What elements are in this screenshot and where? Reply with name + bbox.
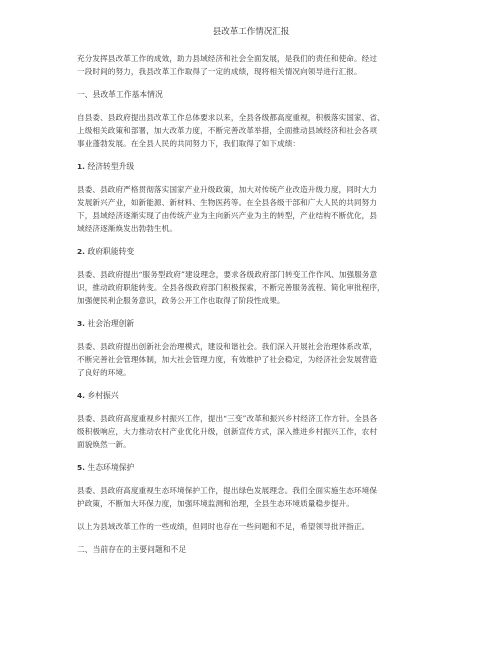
paragraph-line: 下，县域经济逐渐实现了由传统产业为主向新兴产业为主的转型，产业结构不断优化，县 [77, 211, 378, 220]
paragraph-line: 县委、县政府严格贯彻落实国家产业升级政策，加大对传统产业改造升级力度，同时大力 [77, 185, 378, 194]
subheading-economic-transformation [77, 160, 425, 173]
paragraph-line: 以上为县域改革工作的一些成绩，但同时也存在一些问题和不足，希望领导批评指正。 [77, 522, 370, 531]
subheading-number: 3. [77, 319, 85, 328]
paragraph-line: 县委、县政府高度重视生态环境保护工作，提出绿色发展理念。我们全面实施生态环境保 [77, 486, 378, 495]
paragraph-line: 自县委、县政府提出县改革工作总体要求以来，全县各级都高度重视，积极落实国家、省、 [77, 113, 385, 122]
subheading-text: 政府职能转变 [87, 247, 135, 256]
subheading-number: 1. [77, 162, 85, 171]
section-heading-2: 二、当前存在的主要问题和不足 [77, 545, 187, 554]
paragraph-line: 护政策，不断加大环保力度，加强环境监测和治理，全县生态环境质量稳步提升。 [77, 499, 354, 508]
subheading-social-governance [77, 317, 425, 330]
item-3-paragraph [77, 340, 425, 379]
subheading-number: 5. [77, 463, 85, 472]
intro-paragraph [77, 52, 425, 78]
item-4-paragraph [77, 412, 425, 451]
paragraph-line: 了良好的环境。 [77, 368, 131, 377]
section-heading-1: 一、县改革工作基本情况 [77, 90, 163, 99]
page-title: 县改革工作情况汇报 [212, 27, 290, 37]
subheading-number: 2. [77, 247, 85, 256]
paragraph-line: 县委、县政府提出创新社会治理模式，建设和谐社会。我们深入开展社会治理体系改革， [77, 342, 378, 351]
closing-paragraph [77, 520, 425, 533]
intro-line: 一段时间的努力，我县改革工作取得了一定的成绩，现将相关情况向领导进行汇报。 [77, 67, 362, 76]
paragraph-line: 上级相关政策和部署，加大改革力度，不断完善改革举措，全面推动县域经济和社会各项 [77, 126, 378, 135]
paragraph-line: 面貌焕然一新。 [77, 440, 131, 449]
subheading-number: 4. [77, 391, 85, 400]
subheading-text: 经济转型升级 [87, 162, 135, 171]
paragraph-line: 不断完善社会管理体制，加大社会管理力度，有效维护了社会稳定，为经济社会发展营造 [77, 355, 378, 364]
subheading-text: 社会治理创新 [87, 319, 135, 328]
item-2-paragraph [77, 268, 425, 307]
paragraph-line: 级积极响应，大力推动农村产业优化升级，创新宣传方式，深入推进乡村振兴工作，农村 [77, 427, 378, 436]
paragraph-line: 事业蓬勃发展。在全县人民的共同努力下，我们取得了如下成绩： [77, 139, 301, 148]
paragraph-line: 加强便民利企服务意识，政务公开工作也取得了阶段性成果。 [77, 296, 285, 305]
intro-line: 充分发挥县改革工作的成效，助力县域经济和社会全面发展，是我们的责任和使命。经过 [77, 54, 378, 63]
paragraph-line: 县委、县政府提出“服务型政府”建设理念，要求各级政府部门转变工作作风、加强服务意 [77, 270, 378, 279]
paragraph-line: 域经济逐渐焕发出勃勃生机。 [77, 224, 178, 233]
paragraph-line: 发展新兴产业，如新能源、新材料、生物医药等。在全县各级干部和广大人民的共同努力 [77, 198, 378, 207]
subheading-rural-revitalization [77, 389, 425, 402]
subheading-text: 生态环境保护 [87, 463, 135, 472]
section-1-paragraph [77, 111, 425, 150]
paragraph-line: 县委、县政府高度重视乡村振兴工作，提出“三变”改革和振兴乡村经济工作方针。全县各 [77, 414, 378, 423]
paragraph-line: 识，推动政府职能转变。全县各级政府部门积极探索，不断完善服务流程、简化审批程序， [77, 283, 385, 292]
item-5-paragraph [77, 484, 425, 510]
subheading-government-function [77, 245, 425, 258]
item-1-paragraph [77, 183, 425, 235]
subheading-text: 乡村振兴 [87, 391, 119, 400]
subheading-environmental-protection [77, 461, 425, 474]
